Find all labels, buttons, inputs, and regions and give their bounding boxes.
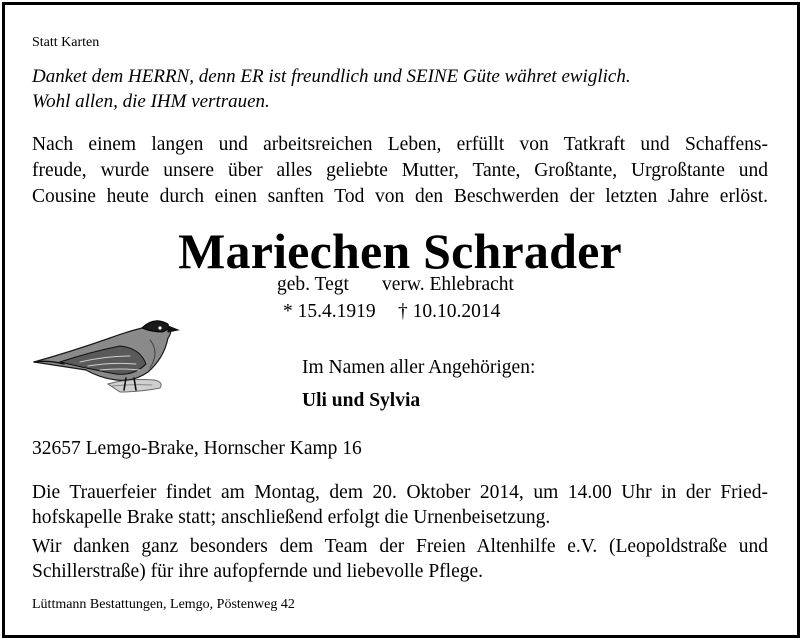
mourners-names: Uli und Sylvia [302, 390, 421, 411]
married-name: verw. Ehlebracht [382, 274, 514, 295]
mourners-intro: Im Namen aller Angehörigen: [302, 357, 536, 378]
birth-date: * 15.4.1919 [283, 301, 376, 322]
intro-line-2: freude, wurde unsere über alles geliebte Mutter, Tante, Großtante, Urgroßtante und [32, 160, 768, 181]
intro-line-3: Cousine heute durch einen sanften Tod von den Beschwerden der letzten Jahre erlöst. [32, 186, 768, 207]
footer-undertaker: Lüttmann Bestattungen, Lemgo, Pöstenweg 42 [32, 597, 295, 612]
thanks-line-2: Schillerstraße) für ihre aufopfernde und liebevolle Pflege. [32, 561, 484, 582]
death-date: † 10.10.2014 [398, 301, 501, 322]
verse-line-1: Danket dem HERRN, denn ER ist freundlich und SEINE Güte währet ewiglich. [32, 66, 631, 87]
address: 32657 Lemgo-Brake, Hornscher Kamp 16 [32, 438, 362, 459]
birth-name: geb. Tegt [277, 274, 349, 295]
verse-line-2: Wohl allen, die IHM vertrauen. [32, 91, 270, 112]
thanks-line-1: Wir danken ganz besonders dem Team der Freien Altenhilfe e.V. (Leopoldstraße und [32, 536, 768, 557]
header-label: Statt Karten [32, 35, 100, 50]
bird-illustration [30, 312, 180, 407]
funeral-line-2: hofskapelle Brake statt; anschließend erfolgt die Urnenbeisetzung. [32, 507, 551, 528]
intro-line-1: Nach einem langen und arbeitsreichen Leben, erfüllt von Tatkraft und Schaffens- [32, 134, 768, 155]
deceased-name: Mariechen Schrader [178, 223, 622, 279]
funeral-line-1: Die Trauerfeier findet am Montag, dem 20. Oktober 2014, um 14.00 Uhr in der Fried- [32, 482, 768, 503]
